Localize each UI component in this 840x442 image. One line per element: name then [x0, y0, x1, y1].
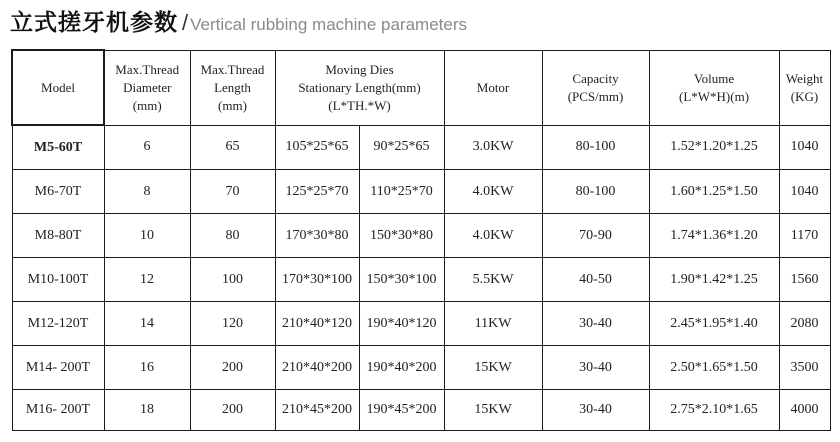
cell-volume: 1.60*1.25*1.50 [649, 170, 779, 214]
title-english: Vertical rubbing machine parameters [190, 15, 467, 34]
cell-moving: 210*40*200 [275, 346, 359, 390]
cell-stationary: 150*30*100 [359, 258, 444, 302]
cell-capacity: 80-100 [542, 125, 649, 170]
cell-weight: 1170 [779, 214, 830, 258]
cell-volume: 1.90*1.42*1.25 [649, 258, 779, 302]
table-row [12, 390, 830, 431]
cell-length: 200 [190, 346, 275, 390]
cell-weight: 1560 [779, 258, 830, 302]
cell-weight: 3500 [779, 346, 830, 390]
cell-volume: 2.50*1.65*1.50 [649, 346, 779, 390]
cell-length: 200 [190, 390, 275, 431]
cell-motor: 15KW [444, 346, 542, 390]
cell-weight: 2080 [779, 302, 830, 346]
cell-diameter: 8 [104, 170, 190, 214]
cell-length: 65 [190, 125, 275, 170]
cell-moving: 170*30*80 [275, 214, 359, 258]
cell-model: M12-120T [12, 302, 104, 346]
table-row [12, 302, 830, 346]
cell-length: 120 [190, 302, 275, 346]
cell-weight: 1040 [779, 125, 830, 170]
cell-stationary: 190*40*120 [359, 302, 444, 346]
cell-length: 80 [190, 214, 275, 258]
cell-capacity: 70-90 [542, 214, 649, 258]
cell-model: M16- 200T [12, 390, 104, 431]
table-row [12, 214, 830, 258]
cell-capacity: 30-40 [542, 302, 649, 346]
cell-stationary: 190*40*200 [359, 346, 444, 390]
header-diameter: Max.Thread Diameter (mm) [104, 50, 190, 125]
cell-volume: 2.75*2.10*1.65 [649, 390, 779, 431]
parameters-table [11, 49, 831, 431]
cell-model: M5-60T [12, 125, 104, 170]
cell-volume: 1.52*1.20*1.25 [649, 125, 779, 170]
cell-diameter: 6 [104, 125, 190, 170]
cell-volume: 2.45*1.95*1.40 [649, 302, 779, 346]
table-body [12, 125, 830, 431]
cell-moving: 105*25*65 [275, 125, 359, 170]
cell-volume: 1.74*1.36*1.20 [649, 214, 779, 258]
cell-model: M14- 200T [12, 346, 104, 390]
cell-diameter: 10 [104, 214, 190, 258]
cell-model: M8-80T [12, 214, 104, 258]
table-row [12, 125, 830, 170]
cell-motor: 4.0KW [444, 214, 542, 258]
header-dies: Moving Dies Stationary Length(mm) (L*TH.*W) [275, 50, 444, 125]
title-chinese: 立式搓牙机参数 [10, 10, 178, 36]
cell-diameter: 12 [104, 258, 190, 302]
cell-model: M6-70T [12, 170, 104, 214]
table-row [12, 170, 830, 214]
header-model: Model [12, 50, 104, 125]
cell-moving: 125*25*70 [275, 170, 359, 214]
header-volume: Volume (L*W*H)(m) [649, 50, 779, 125]
cell-diameter: 14 [104, 302, 190, 346]
cell-motor: 4.0KW [444, 170, 542, 214]
header-weight: Weight (KG) [779, 50, 830, 125]
cell-stationary: 90*25*65 [359, 125, 444, 170]
cell-capacity: 80-100 [542, 170, 649, 214]
header-capacity: Capacity (PCS/mm) [542, 50, 649, 125]
cell-model: M10-100T [12, 258, 104, 302]
cell-motor: 11KW [444, 302, 542, 346]
header-length: Max.Thread Length (mm) [190, 50, 275, 125]
cell-capacity: 30-40 [542, 390, 649, 431]
table-row [12, 258, 830, 302]
cell-weight: 4000 [779, 390, 830, 431]
cell-diameter: 18 [104, 390, 190, 431]
cell-moving: 210*45*200 [275, 390, 359, 431]
table-row [12, 346, 830, 390]
header-row [12, 50, 830, 125]
cell-motor: 15KW [444, 390, 542, 431]
page-title [10, 4, 467, 40]
cell-motor: 3.0KW [444, 125, 542, 170]
cell-moving: 210*40*120 [275, 302, 359, 346]
cell-capacity: 40-50 [542, 258, 649, 302]
cell-capacity: 30-40 [542, 346, 649, 390]
cell-motor: 5.5KW [444, 258, 542, 302]
cell-moving: 170*30*100 [275, 258, 359, 302]
cell-stationary: 150*30*80 [359, 214, 444, 258]
cell-diameter: 16 [104, 346, 190, 390]
header-motor: Motor [444, 50, 542, 125]
cell-length: 70 [190, 170, 275, 214]
cell-stationary: 110*25*70 [359, 170, 444, 214]
title-separator: / [182, 10, 189, 35]
cell-stationary: 190*45*200 [359, 390, 444, 431]
cell-length: 100 [190, 258, 275, 302]
cell-weight: 1040 [779, 170, 830, 214]
